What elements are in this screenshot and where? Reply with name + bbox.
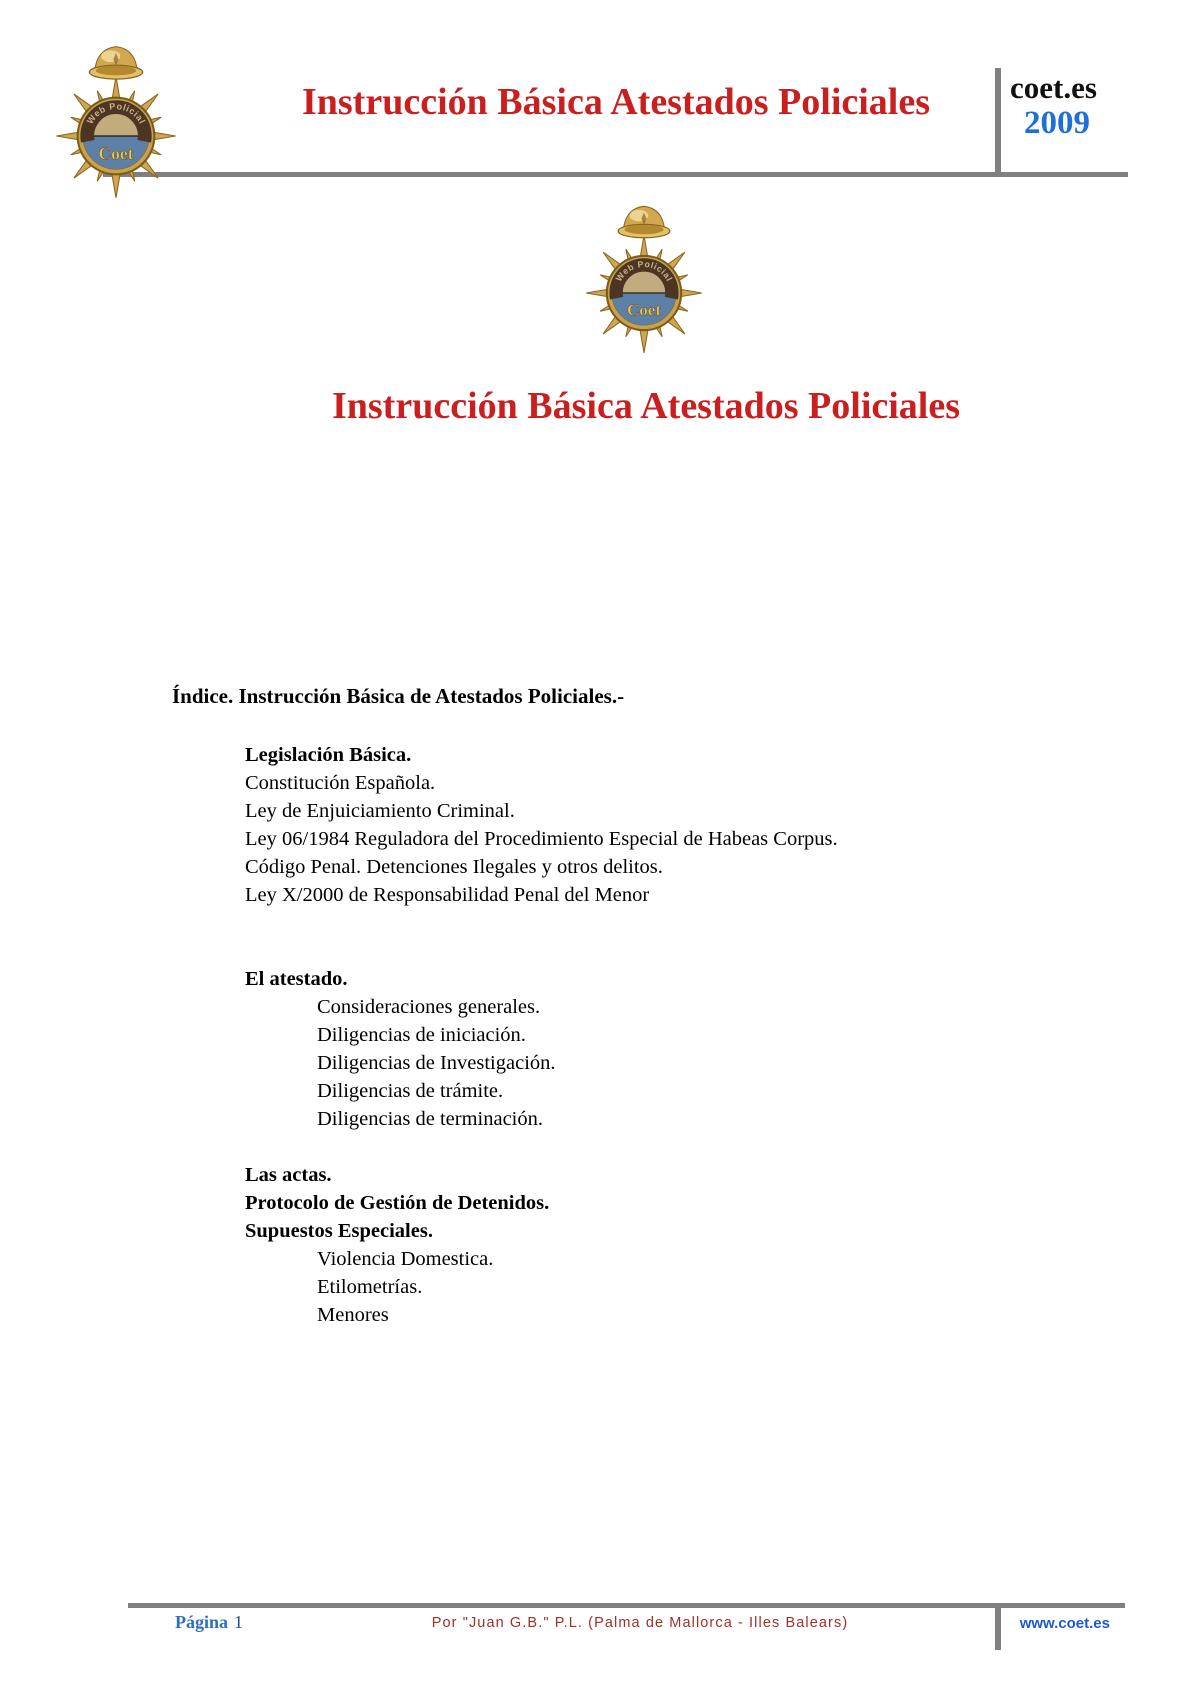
index-line: Ley de Enjuiciamiento Criminal. — [245, 800, 515, 822]
index-line: Protocolo de Gestión de Detenidos. — [245, 1192, 550, 1214]
index-line: Las actas. — [245, 1164, 332, 1186]
index-line: Diligencias de iniciación. — [317, 1024, 526, 1046]
index-line: Diligencias de terminación. — [317, 1108, 543, 1130]
index-line: Diligencias de Investigación. — [317, 1052, 556, 1074]
header-rule — [103, 172, 1128, 177]
site-year: 2009 — [1024, 104, 1090, 141]
index-line: Menores — [317, 1304, 389, 1326]
index-line: Supuestos Especiales. — [245, 1220, 433, 1242]
main-title: Instrucción Básica Atestados Policiales — [331, 385, 961, 427]
footer-credit: Por "Juan G.B." P.L. (Palma de Mallorca - Illes Balears) — [431, 1615, 849, 1631]
index-spacer — [245, 1133, 1125, 1161]
index-line: Legislación Básica. — [245, 744, 412, 766]
page-number: 1 — [234, 1612, 244, 1632]
index-line: Diligencias de trámite. — [317, 1080, 504, 1102]
index-line: Código Penal. Detenciones Ilegales y otros delitos. — [245, 856, 663, 878]
site-block — [1010, 72, 1140, 141]
page-label: Página — [175, 1612, 229, 1632]
index-line: Constitución Española. — [245, 772, 436, 794]
footer-site-link: www.coet.es — [1019, 1615, 1110, 1632]
page-indicator — [175, 1612, 243, 1633]
coet-badge-icon — [50, 40, 182, 198]
index-spacer — [245, 909, 1125, 965]
index-line: Etilometrías. — [317, 1276, 423, 1298]
footer-rule — [128, 1603, 1125, 1608]
header-title: Instrucción Básica Atestados Policiales — [301, 81, 931, 123]
coet-badge-icon — [580, 200, 708, 353]
index-line: Ley X/2000 de Responsabilidad Penal del Menor — [245, 884, 650, 906]
site-name: coet.es — [1010, 70, 1097, 105]
index-heading: Índice. Instrucción Básica de Atestados Policiales.- — [172, 684, 625, 708]
index-line: El atestado. — [245, 968, 348, 990]
header-divider-bar — [995, 68, 1001, 174]
index-line: Violencia Domestica. — [317, 1248, 494, 1270]
index-line: Ley 06/1984 Reguladora del Procedimiento Especial de Habeas Corpus. — [245, 828, 838, 850]
index-list — [245, 741, 1125, 1329]
index-line: Consideraciones generales. — [317, 996, 541, 1018]
